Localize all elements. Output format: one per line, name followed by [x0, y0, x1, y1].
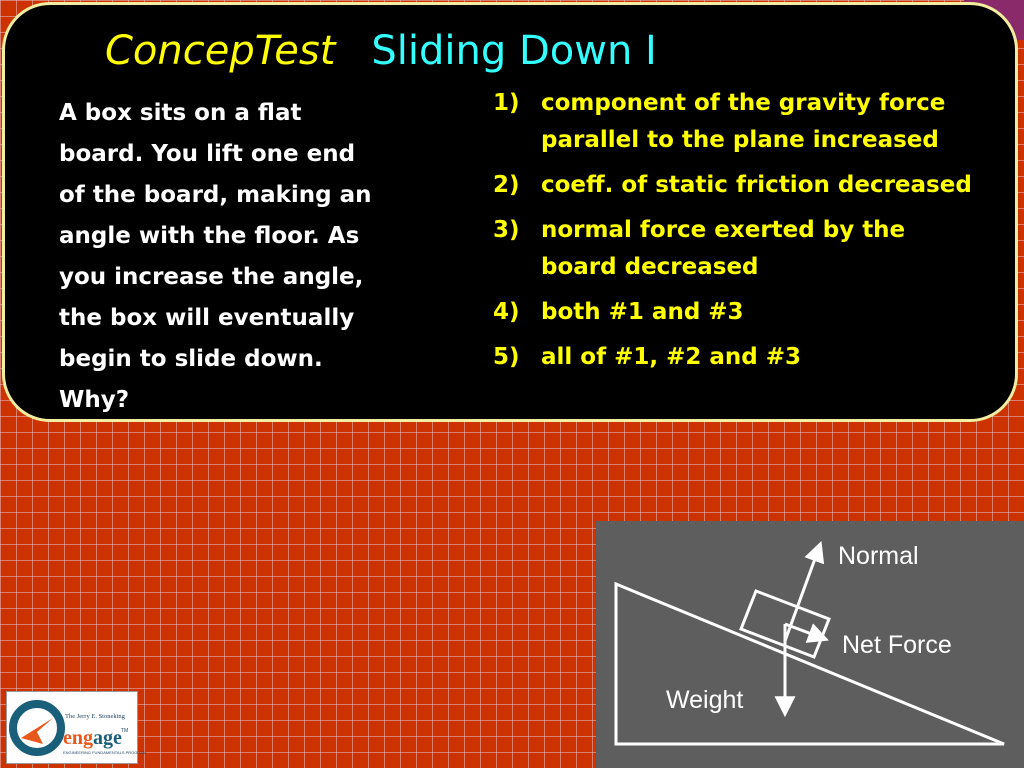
- question-text: [59, 93, 439, 421]
- title-conceptest: ConcepTest: [105, 28, 336, 74]
- answer-option-5: [493, 339, 1013, 376]
- option-text-line: parallel to the plane increased: [541, 127, 939, 153]
- question-line: Why?: [59, 387, 130, 413]
- option-text-line: normal force exerted by the: [541, 217, 906, 243]
- answer-option-1: [493, 85, 1013, 159]
- option-text: [541, 85, 945, 159]
- engage-logo: [6, 691, 147, 764]
- logo-swirl-icon: [13, 704, 61, 752]
- incline-triangle: [616, 584, 1004, 744]
- option-text: all of #1, #2 and #3: [541, 344, 802, 370]
- answer-option-2: [493, 167, 1013, 204]
- label-normal: Normal: [838, 542, 919, 570]
- option-number: 2): [493, 172, 520, 198]
- logo-line3: ENGINEERING FUNDAMENTALS PROGRAM: [63, 750, 147, 755]
- option-number: 3): [493, 217, 520, 243]
- content-panel: [2, 2, 1018, 422]
- question-line: A box sits on a flat: [59, 100, 302, 126]
- option-number: 4): [493, 299, 520, 325]
- question-line: angle with the floor. As: [59, 223, 360, 249]
- answer-option-3: [493, 212, 1013, 286]
- answer-options: [493, 85, 1013, 384]
- question-line: begin to slide down.: [59, 346, 323, 372]
- question-line: board. You lift one end: [59, 141, 356, 167]
- label-weight: Weight: [666, 686, 744, 714]
- logo-brand: engage: [63, 727, 122, 749]
- net-force-arrow: [785, 624, 825, 639]
- option-text: coeff. of static friction decreased: [541, 172, 972, 198]
- option-text-line: board decreased: [541, 254, 759, 280]
- answer-option-4: [493, 294, 1013, 331]
- label-net-force: Net Force: [842, 631, 952, 659]
- logo-line1: The Jerry E. Stoneking: [65, 713, 125, 720]
- title-sliding-down: Sliding Down I: [371, 28, 657, 74]
- option-text: both #1 and #3: [541, 299, 744, 325]
- option-text: [541, 212, 905, 286]
- question-line: the box will eventually: [59, 305, 355, 331]
- question-line: you increase the angle,: [59, 264, 364, 290]
- option-number: 1): [493, 90, 520, 116]
- option-number: 5): [493, 344, 520, 370]
- option-text-line: component of the gravity force: [541, 90, 946, 116]
- logo-tm: TM: [121, 728, 129, 734]
- incline-diagram: [596, 521, 1024, 768]
- slide-title: [105, 23, 657, 79]
- question-line: of the board, making an: [59, 182, 372, 208]
